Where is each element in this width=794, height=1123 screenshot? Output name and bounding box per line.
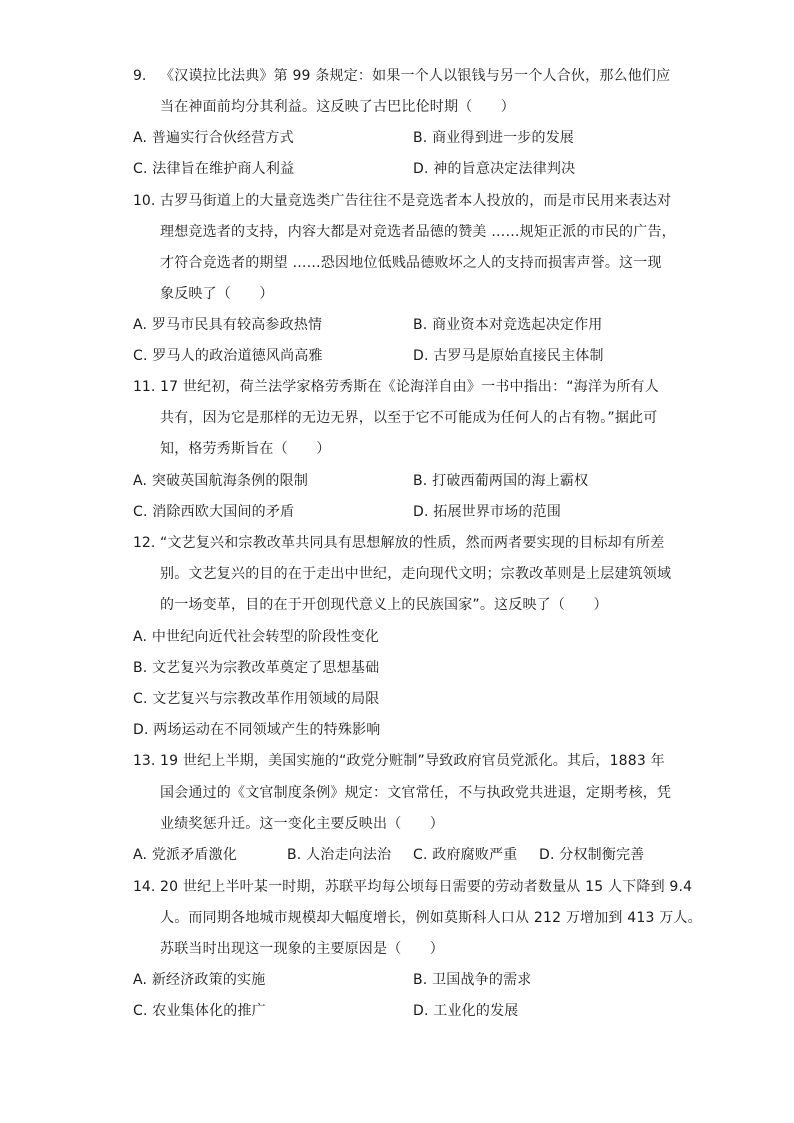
question-9-line-2: 当在神面前均分其利益。这反映了古巴比伦时期（ ） — [160, 99, 515, 115]
question-11-line-2: 共有，因为它是那样的无边无界，以至于它不可能成为任何人的占有物。”据此可 — [160, 410, 658, 426]
question-12-option-d[interactable]: D. 两场运动在不同领域产生的特殊影响 — [133, 722, 381, 738]
question-12-line-3: 的一场变革，目的在于开创现代意义上的民族国家”。这反映了（ ） — [160, 597, 608, 613]
question-14-number: 14. — [133, 879, 156, 895]
question-11-line-3: 知，格劳秀斯旨在（ ） — [160, 441, 331, 457]
question-13-option-c[interactable]: C. 政府腐败严重 — [413, 847, 518, 863]
question-14-option-c[interactable]: C. 农业集体化的推广 — [133, 1003, 266, 1019]
question-14-option-a[interactable]: A. 新经济政策的实施 — [133, 972, 266, 988]
question-12-option-a[interactable]: A. 中世纪向近代社会转型的阶段性变化 — [133, 629, 380, 645]
question-10-line-3: 才符合竞选者的期望 ……恐因地位低贱品德败坏之人的支持而损害声誉。这一现 — [160, 255, 662, 271]
question-14-line-2: 人。而同期各地城市规模却大幅度增长，例如莫斯科人口从 212 万增加到 413 万人。 — [160, 910, 702, 926]
question-13-line-3: 业绩奖惩升迁。这一变化主要反映出（ ） — [160, 816, 444, 832]
question-9-option-a[interactable]: A. 普遍实行合伙经营方式 — [133, 130, 294, 146]
question-13-option-d[interactable]: D. 分权制衡完善 — [539, 847, 645, 863]
question-14-option-b[interactable]: B. 卫国战争的需求 — [413, 972, 532, 988]
question-14-option-d[interactable]: D. 工业化的发展 — [413, 1003, 519, 1019]
question-12-number: 12. — [133, 535, 156, 551]
question-9-option-c[interactable]: C. 法律旨在维护商人利益 — [133, 161, 295, 177]
question-12-line-1: “文艺复兴和宗教改革共同具有思想解放的性质，然而两者要实现的目标却有所差 — [160, 535, 665, 551]
question-11-option-a[interactable]: A. 突破英国航海条例的限制 — [133, 473, 309, 489]
question-10-option-b[interactable]: B. 商业资本对竞选起决定作用 — [413, 317, 603, 333]
question-9-option-b[interactable]: B. 商业得到进一步的发展 — [413, 130, 575, 146]
question-14-line-3: 苏联当时出现这一现象的主要原因是（ ） — [160, 941, 444, 957]
question-9-line-1: 《汉谟拉比法典》第 99 条规定：如果一个人以银钱与另一个人合伙，那么他们应 — [160, 68, 671, 84]
question-13-option-b[interactable]: B. 人治走向法治 — [287, 847, 392, 863]
question-10-option-d[interactable]: D. 古罗马是原始直接民主体制 — [413, 348, 604, 364]
question-11-number: 11. — [133, 379, 156, 395]
question-10-option-a[interactable]: A. 罗马市民具有较高参政热情 — [133, 317, 323, 333]
question-10-line-1: 古罗马街道上的大量竞选类广告往往不是竞选者本人投放的，而是市民用来表达对 — [160, 193, 672, 209]
question-11-option-c[interactable]: C. 消除西欧大国间的矛盾 — [133, 504, 295, 520]
question-10-line-4: 象反映了（ ） — [160, 286, 274, 302]
question-13-line-2: 国会通过的《文官制度条例》规定：文官常任，不与执政党共进退，定期考核，凭 — [160, 785, 672, 801]
question-10-number: 10. — [133, 193, 156, 209]
question-11-option-b[interactable]: B. 打破西葡两国的海上霸权 — [413, 473, 589, 489]
question-13-option-a[interactable]: A. 党派矛盾激化 — [133, 847, 238, 863]
question-11-option-d[interactable]: D. 拓展世界市场的范围 — [413, 504, 562, 520]
question-12-line-2: 别。文艺复兴的目的在于走出中世纪，走向现代文明；宗教改革则是上层建筑领域 — [160, 566, 672, 582]
question-13-number: 13. — [133, 753, 156, 769]
question-9-option-d[interactable]: D. 神的旨意决定法律判决 — [413, 161, 576, 177]
question-12-option-b[interactable]: B. 文艺复兴为宗教改革奠定了思想基础 — [133, 660, 380, 676]
question-13-line-1: 19 世纪上半期，美国实施的“政党分赃制”导致政府官员党派化。其后，1883 年 — [160, 753, 665, 769]
question-10-line-2: 理想竞选者的支持，内容大都是对竞选者品德的赞美 ……规矩正派的市民的广告， — [160, 224, 676, 240]
question-10-option-c[interactable]: C. 罗马人的政治道德风尚高雅 — [133, 348, 323, 364]
question-12-option-c[interactable]: C. 文艺复兴与宗教改革作用领域的局限 — [133, 691, 380, 707]
question-11-line-1: 17 世纪初，荷兰法学家格劳秀斯在《论海洋自由》一书中指出：“海洋为所有人 — [160, 379, 659, 395]
question-14-line-1: 20 世纪上半叶某一时期，苏联平均每公顷每日需要的劳动者数量从 15 人下降到 9.4 — [160, 879, 693, 895]
question-9-number: 9. — [133, 68, 147, 84]
